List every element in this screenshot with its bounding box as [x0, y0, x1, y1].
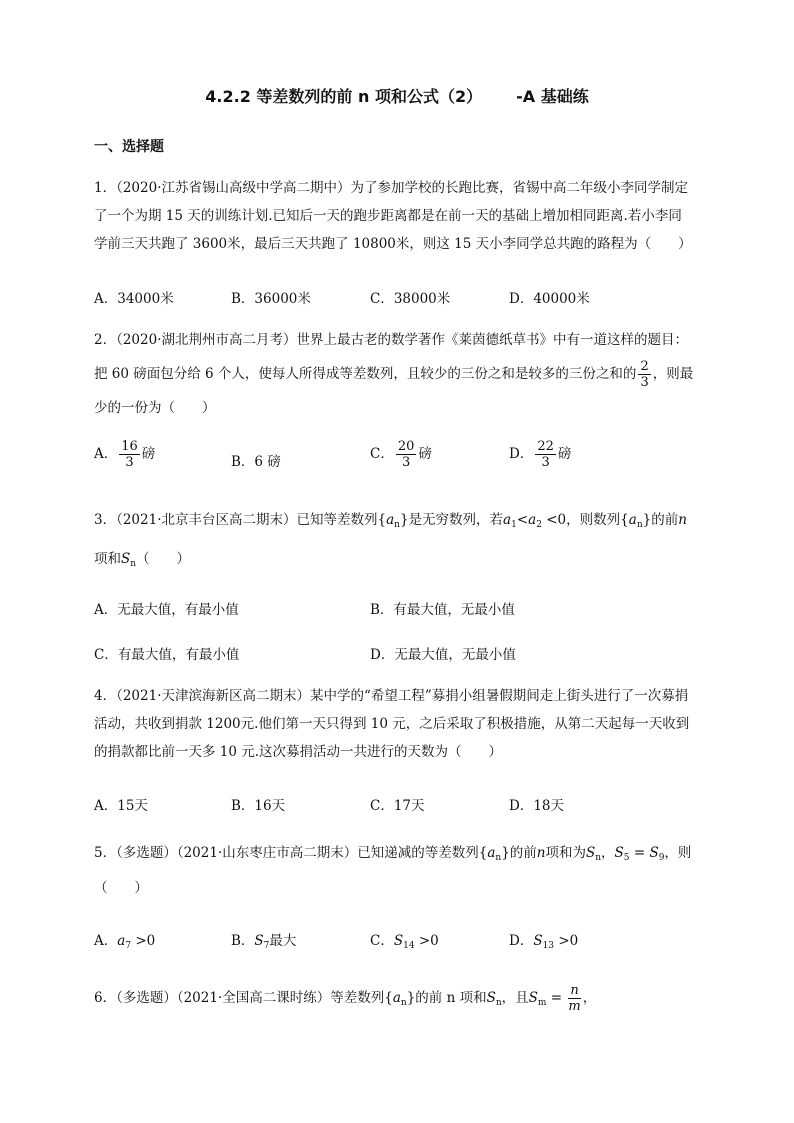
- q5-option-a: [94, 929, 155, 951]
- q6-line1-mid2: ，且: [501, 990, 529, 1006]
- q4-option-d: D．18天: [509, 798, 565, 814]
- q2-option-d-unit: 磅: [557, 446, 572, 462]
- q3-sequence-a: $\{a_n\}$: [377, 512, 409, 530]
- q2-option-d-den: 3: [541, 455, 550, 470]
- q2-line2: [94, 354, 714, 394]
- q3-option-a: A．无最大值，有最小值: [94, 602, 239, 618]
- question-5: [94, 838, 714, 903]
- q2-option-c: [370, 440, 432, 469]
- q1-options: [94, 287, 714, 311]
- q6-line1: [94, 978, 714, 1023]
- q2-option-c-num: 20: [397, 439, 415, 454]
- q5-option-b-tail: 最大: [269, 933, 297, 949]
- q5-sequence: $\{a_n\}$: [478, 845, 510, 863]
- q3-options-row2: [94, 643, 714, 667]
- q1-option-c: C．38000米: [370, 291, 451, 307]
- q4-option-c: C．17天: [370, 798, 425, 814]
- q2-option-c-unit: 磅: [418, 446, 432, 462]
- q5-line2: （ ）: [94, 880, 148, 896]
- q3-line1-mid: 是无穷数列，若: [408, 512, 504, 528]
- q2-option-a-num: 16: [121, 439, 138, 454]
- q6-sequence: $\{a_n\}$: [384, 990, 416, 1008]
- q1-option-b: B．36000米: [231, 291, 311, 307]
- q3-option-d: D．无最大值，无最小值: [370, 647, 516, 663]
- q1-option-d: D．40000米: [509, 291, 590, 307]
- q2-option-d-label: D．: [509, 446, 534, 462]
- q2-option-d-fraction: [535, 440, 556, 469]
- question-1: [94, 174, 714, 258]
- q3-sequence-b: $\{a_n\}$: [620, 512, 652, 530]
- q2-options: [94, 440, 714, 480]
- q3-options-row1: [94, 598, 714, 622]
- q2-option-a-den: 3: [125, 455, 134, 470]
- q2-option-c-fraction: [396, 440, 417, 469]
- q5-option-a-label: A．: [94, 933, 118, 949]
- q6-line1-tail: ，: [582, 990, 597, 1006]
- q3-line1: [94, 503, 714, 542]
- q2-option-c-label: C．: [370, 446, 394, 462]
- q5-option-b-expr: $S_7$: [254, 933, 270, 951]
- q5-line1-text: 5．（多选题）（2021·山东枣庄市高二期末）已知递减的等差数列: [94, 845, 479, 861]
- question-2: [94, 326, 714, 422]
- q1-line1: 1．（2020·江苏省锡山高级中学高二期中）为了参加学校的长跑比赛，省锡中高二年级小李同学制定: [94, 180, 688, 196]
- q5-line1: [94, 838, 714, 873]
- q5-option-c-expr: $S_{14} >0$: [393, 933, 439, 951]
- q5-option-a-expr: $a_7 >0$: [117, 933, 156, 951]
- q3-line2-text: 项和: [94, 551, 121, 567]
- q2-option-a-label: A．: [94, 446, 118, 462]
- title-main: 4.2.2 等差数列的前 n 项和公式（2）: [205, 87, 483, 106]
- q2-line1: 2．（2020·湖北荆州市高二月考）世界上最古老的数学著作《莱茵德纸草书》中有一道这样的题目：: [94, 332, 688, 348]
- q2-option-a-unit: 磅: [141, 446, 156, 462]
- q4-options: [94, 794, 714, 818]
- q2-option-c-den: 3: [401, 455, 411, 470]
- q3-option-c: C．有最大值，有最小值: [94, 647, 240, 663]
- q2-fraction: [638, 360, 650, 389]
- q1-line2: 了一个为期 15 天的训练计划.已知后一天的跑步距离都是在前一天的基础上增加相同距离.若小李同: [94, 208, 682, 224]
- q5-option-d-label: D．: [509, 933, 534, 949]
- q4-option-a: A．15天: [94, 798, 148, 814]
- q5-line1-comma: ，: [601, 845, 615, 861]
- q2-line3: 少的一份为（ ）: [94, 400, 216, 416]
- question-6: [94, 978, 714, 1023]
- q3-sum-s: $S_n$: [121, 551, 137, 569]
- q6-line1-mid: 的前 n 项和: [415, 990, 487, 1006]
- q4-option-b: B．16天: [231, 798, 286, 814]
- q2-option-d: [509, 440, 571, 469]
- q3-n-var: n: [678, 512, 687, 528]
- q3-option-b: B．有最大值，无最小值: [370, 602, 515, 618]
- q6-sum: $S_n$: [486, 990, 502, 1008]
- page-title: [0, 84, 794, 107]
- q2-option-a: [94, 440, 155, 469]
- q2-option-a-fraction: [119, 440, 140, 469]
- q4-line3: 的捐款都比前一天多 10 元.这次募捐活动一共进行的天数为（ ）: [94, 744, 503, 760]
- q3-line2-tail: （ ）: [136, 551, 191, 567]
- q6-fraction-den: m: [568, 999, 581, 1014]
- q1-option-a: A．34000米: [94, 291, 174, 307]
- q1-line3: 学前三天共跑了 3600米，最后三天共跑了 10800米，则这 15 天小李同学总共跑的路程为（ ）: [94, 236, 692, 252]
- q3-line1-text: 3．（2021·北京丰台区高二期末）已知等差数列: [94, 512, 378, 528]
- q6-line1-text: 6．（多选题）（2021·全国高二课时练）等差数列: [94, 990, 385, 1006]
- question-4: [94, 682, 714, 766]
- q3-line1-tail: 的前: [651, 512, 679, 528]
- q2-line2-tail: ，则最: [652, 366, 694, 382]
- q6-fraction-num: n: [570, 983, 579, 998]
- q5-line1-mid: 的前: [509, 845, 537, 861]
- q5-options: [94, 929, 714, 953]
- q5-condition: $S_5 = S_9$: [614, 845, 665, 863]
- title-suffix: -A 基础练: [516, 87, 589, 106]
- q5-option-b: [231, 929, 296, 951]
- q2-fraction-num: 2: [640, 359, 649, 374]
- q5-line1-mid2: 项和为: [545, 845, 586, 861]
- q5-line1-tail: ，则: [664, 845, 692, 861]
- q5-option-b-label: B．: [231, 933, 255, 949]
- q2-option-b: B．6 磅: [231, 454, 281, 470]
- q2-fraction-den: 3: [640, 375, 649, 390]
- question-3: [94, 503, 714, 581]
- q6-fraction: [568, 984, 580, 1013]
- section-heading: 一、选择题: [94, 139, 164, 155]
- q5-option-c-label: C．: [370, 933, 394, 949]
- q5-option-c: [370, 929, 439, 951]
- q4-line1: 4．（2021·天津滨海新区高二期末）某中学的“希望工程”募捐小组暑假期间走上街头进行了一次募捐: [94, 688, 689, 704]
- q5-option-d: [509, 929, 578, 951]
- q2-line2-text: 把 60 磅面包分给 6 个人，使每人所得成等差数列，且较少的三份之和是较多的三份之和的: [94, 366, 637, 382]
- q3-line1-mid2: ，则数列: [566, 512, 621, 528]
- q4-line2: 活动，共收到捐款 1200元.他们第一天只得到 10 元，之后采取了积极措施，从第二天起每一天收到: [94, 716, 690, 732]
- q5-sum: $S_n$: [586, 845, 602, 863]
- q6-condition: $S_m$ =: [528, 990, 567, 1008]
- q2-option-d-num: 22: [537, 439, 554, 454]
- q5-option-d-expr: $S_{13} >0$: [533, 933, 579, 951]
- q3-condition: $a_1<a_2 <0$: [503, 512, 567, 530]
- q5-n-var: n: [536, 845, 546, 861]
- q3-line2: [94, 542, 714, 581]
